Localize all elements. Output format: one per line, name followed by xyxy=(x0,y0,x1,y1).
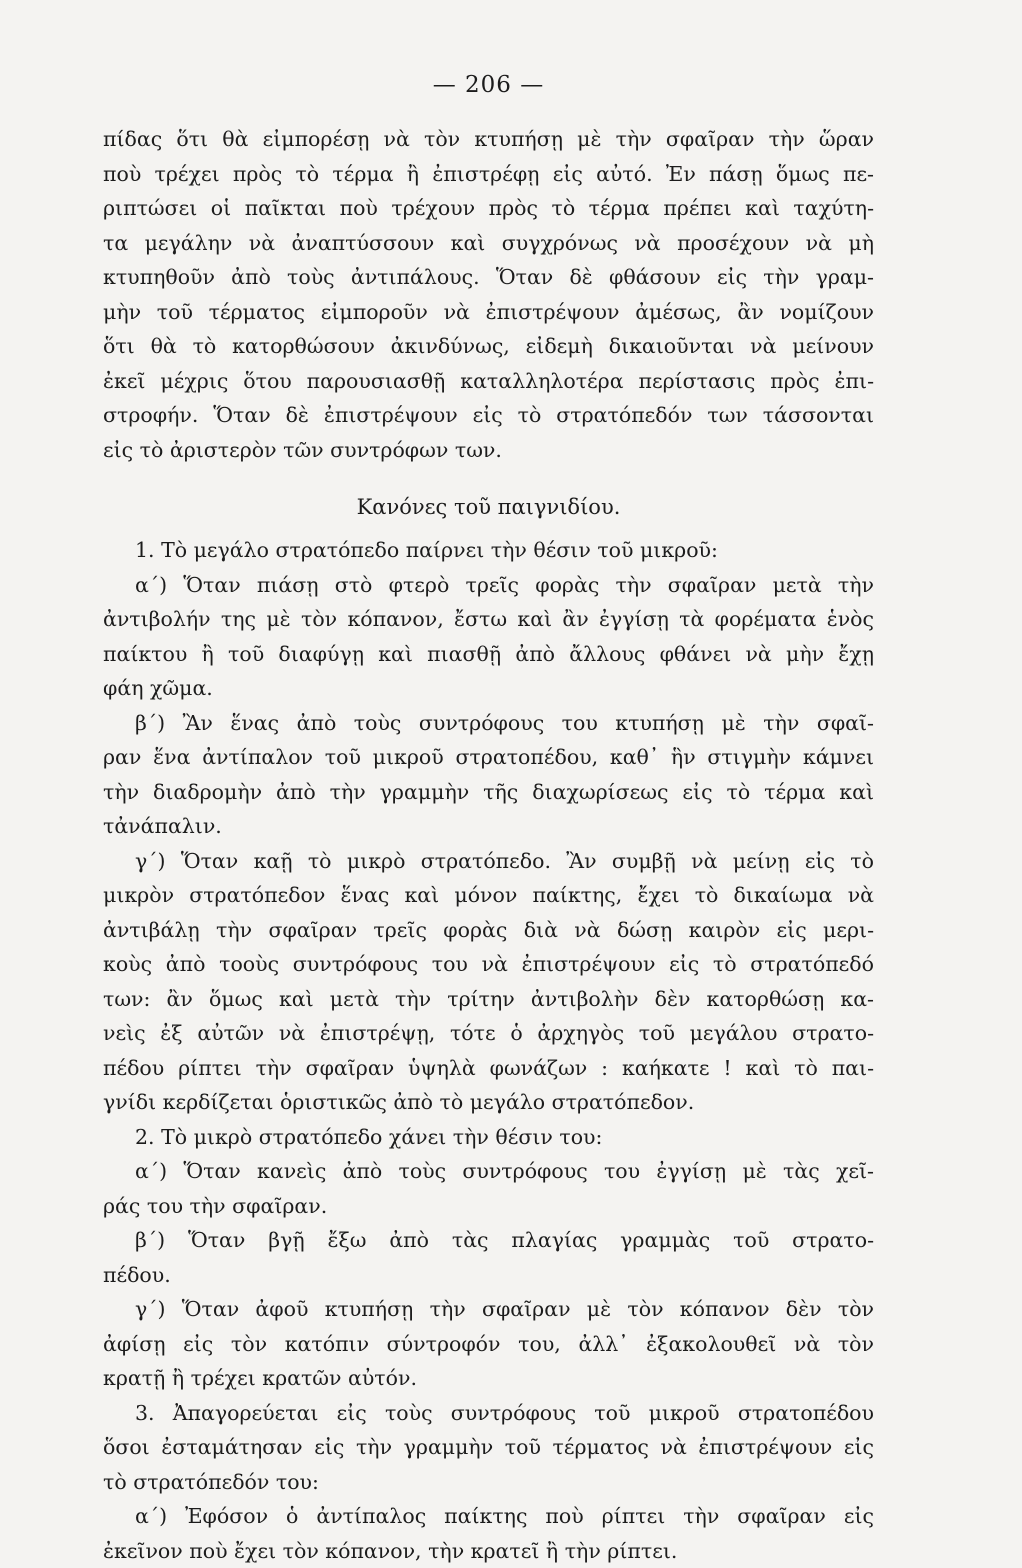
text-line: 3. Ἀπαγορεύεται εἰς τοὺς συντρόφους τοῦ μικροῦ στρατοπέδου xyxy=(103,1396,874,1431)
text-line: α΄) Ἐφόσον ὁ ἀντίπαλος παίκτης ποὺ ρίπτει τὴν σφαῖραν εἰς xyxy=(103,1499,874,1534)
text-line: β΄) Ἂν ἕνας ἀπὸ τοὺς συντρόφους του κτυπήσῃ μὲ τὴν σφαῖ- xyxy=(103,706,874,741)
rule-2 xyxy=(103,1120,874,1155)
text-line: ἐκεῖνον ποὺ ἔχει τὸν κόπανον, τὴν κρατεῖ ἢ τὴν ρίπτει. xyxy=(103,1534,874,1568)
rule-1c xyxy=(103,844,874,1120)
text-line: νεὶς ἐξ αὐτῶν νὰ ἐπιστρέψῃ, τότε ὁ ἀρχηγὸς τοῦ μεγάλου στρατο- xyxy=(103,1016,874,1051)
text-line: ραν ἕνα ἀντίπαλον τοῦ μικροῦ στρατοπέδου, καθ᾿ ἣν στιγμὴν κάμνει xyxy=(103,740,874,775)
text-line: ἀντιβάλῃ τὴν σφαῖραν τρεῖς φορὰς διὰ νὰ δώσῃ καιρὸν εἰς μερι- xyxy=(103,913,874,948)
text-line: κτυπηθοῦν ἀπὸ τοὺς ἀντιπάλους. Ὅταν δὲ φθάσουν εἰς τὴν γραμ- xyxy=(103,260,874,295)
text-line: ὅτι θὰ τὸ κατορθώσουν ἀκινδύνως, εἰδεμὴ δικαιοῦνται νὰ μείνουν xyxy=(103,329,874,364)
rule-3 xyxy=(103,1396,874,1500)
text-line: γ΄) Ὅταν καῇ τὸ μικρὸ στρατόπεδο. Ἂν συμβῇ νὰ μείνῃ εἰς τὸ xyxy=(103,844,874,879)
text-line: ἐκεῖ μέχρις ὅτου παρουσιασθῇ καταλληλοτέρα περίστασις πρὸς ἐπι- xyxy=(103,364,874,399)
rule-2a xyxy=(103,1154,874,1223)
text-line: των: ἂν ὅμως καὶ μετὰ τὴν τρίτην ἀντιβολὴν δὲν κατορθώσῃ κα- xyxy=(103,982,874,1017)
text-line: κοὺς ἀπὸ τοοὺς συντρόφους του νὰ ἐπιστρέψουν εἰς τὸ στρατόπεδό xyxy=(103,947,874,982)
text-line: εἰς τὸ ἀριστερὸν τῶν συντρόφων των. xyxy=(103,433,874,468)
text-line: ράς του τὴν σφαῖραν. xyxy=(103,1189,874,1224)
intro-paragraph xyxy=(103,122,874,467)
text-line: α΄) Ὅταν πιάσῃ στὸ φτερὸ τρεῖς φορὰς τὴν σφαῖραν μετὰ τὴν xyxy=(103,568,874,603)
rule-3a xyxy=(103,1499,874,1568)
text-line: στροφήν. Ὅταν δὲ ἐπιστρέψουν εἰς τὸ στρατόπεδόν των τάσσονται xyxy=(103,398,874,433)
text-line: 1. Τὸ μεγάλο στρατόπεδο παίρνει τὴν θέσιν τοῦ μικροῦ: xyxy=(135,533,874,568)
text-line: παίκτου ἢ τοῦ διαφύγῃ καὶ πιασθῇ ἀπὸ ἄλλους φθάνει νὰ μὴν ἔχῃ xyxy=(103,637,874,672)
text-line: ἀφίσῃ εἰς τὸν κατόπιν σύντροφόν του, ἀλλ᾿ ἐξακολουθεῖ νὰ τὸν xyxy=(103,1327,874,1362)
text-line: β΄) Ὅταν βγῇ ἔξω ἀπὸ τὰς πλαγίας γραμμὰς τοῦ στρατο- xyxy=(103,1223,874,1258)
text-line: μὴν τοῦ τέρματος εἰμποροῦν νὰ ἐπιστρέψουν ἀμέσως, ἂν νομίζουν xyxy=(103,295,874,330)
text-line: ποὺ τρέχει πρὸς τὸ τέρμα ἢ ἐπιστρέφῃ εἰς αὐτό. Ἐν πάσῃ ὅμως πε- xyxy=(103,157,874,192)
text-line: ριπτώσει οἱ παῖκται ποὺ τρέχουν πρὸς τὸ τέρμα πρέπει καὶ ταχύτη- xyxy=(103,191,874,226)
text-line: πέδου ρίπτει τὴν σφαῖραν ὑψηλὰ φωνάζων : καήκατε ! καὶ τὸ παι- xyxy=(103,1051,874,1086)
text-line: 2. Τὸ μικρὸ στρατόπεδο χάνει τὴν θέσιν του: xyxy=(135,1120,874,1155)
text-line: γνίδι κερδίζεται ὁριστικῶς ἀπὸ τὸ μεγάλο στρατόπεδον. xyxy=(103,1085,874,1120)
page-number: — 206 — xyxy=(103,72,874,98)
text-line: ἀντιβολήν της μὲ τὸν κόπανον, ἔστω καὶ ἂν ἐγγίσῃ τὰ φορέματα ἑνὸς xyxy=(103,602,874,637)
text-line: μικρὸν στρατόπεδον ἕνας καὶ μόνον παίκτης, ἔχει τὸ δικαίωμα νὰ xyxy=(103,878,874,913)
rule-1 xyxy=(103,533,874,568)
rule-2c xyxy=(103,1292,874,1396)
text-line: α΄) Ὅταν κανεὶς ἀπὸ τοὺς συντρόφους του ἐγγίσῃ μὲ τὰς χεῖ- xyxy=(103,1154,874,1189)
text-line: γ΄) Ὅταν ἀφοῦ κτυπήσῃ τὴν σφαῖραν μὲ τὸν κόπανον δὲν τὸν xyxy=(103,1292,874,1327)
rule-1a xyxy=(103,568,874,706)
text-line: τἀνάπαλιν. xyxy=(103,809,874,844)
text-line: φάη χῶμα. xyxy=(103,671,874,706)
text-line: πίδας ὅτι θὰ εἰμπορέσῃ νὰ τὸν κτυπήσῃ μὲ τὴν σφαῖραν τὴν ὥραν xyxy=(103,122,874,157)
text-line: τα μεγάλην νὰ ἀναπτύσσουν καὶ συγχρόνως νὰ προσέχουν νὰ μὴ xyxy=(103,226,874,261)
rule-2b xyxy=(103,1223,874,1292)
text-line: τὸ στρατόπεδόν του: xyxy=(103,1465,874,1500)
text-line: κρατῇ ἢ τρέχει κρατῶν αὐτόν. xyxy=(103,1361,874,1396)
text-line: πέδου. xyxy=(103,1258,874,1293)
text-line: τὴν διαδρομὴν ἀπὸ τὴν γραμμὴν τῆς διαχωρίσεως εἰς τὸ τέρμα καὶ xyxy=(103,775,874,810)
section-heading: Κανόνες τοῦ παιγνιδίου. xyxy=(103,495,874,519)
text-line: ὅσοι ἐσταμάτησαν εἰς τὴν γραμμὴν τοῦ τέρματος νὰ ἐπιστρέψουν εἰς xyxy=(103,1430,874,1465)
rule-1b xyxy=(103,706,874,844)
